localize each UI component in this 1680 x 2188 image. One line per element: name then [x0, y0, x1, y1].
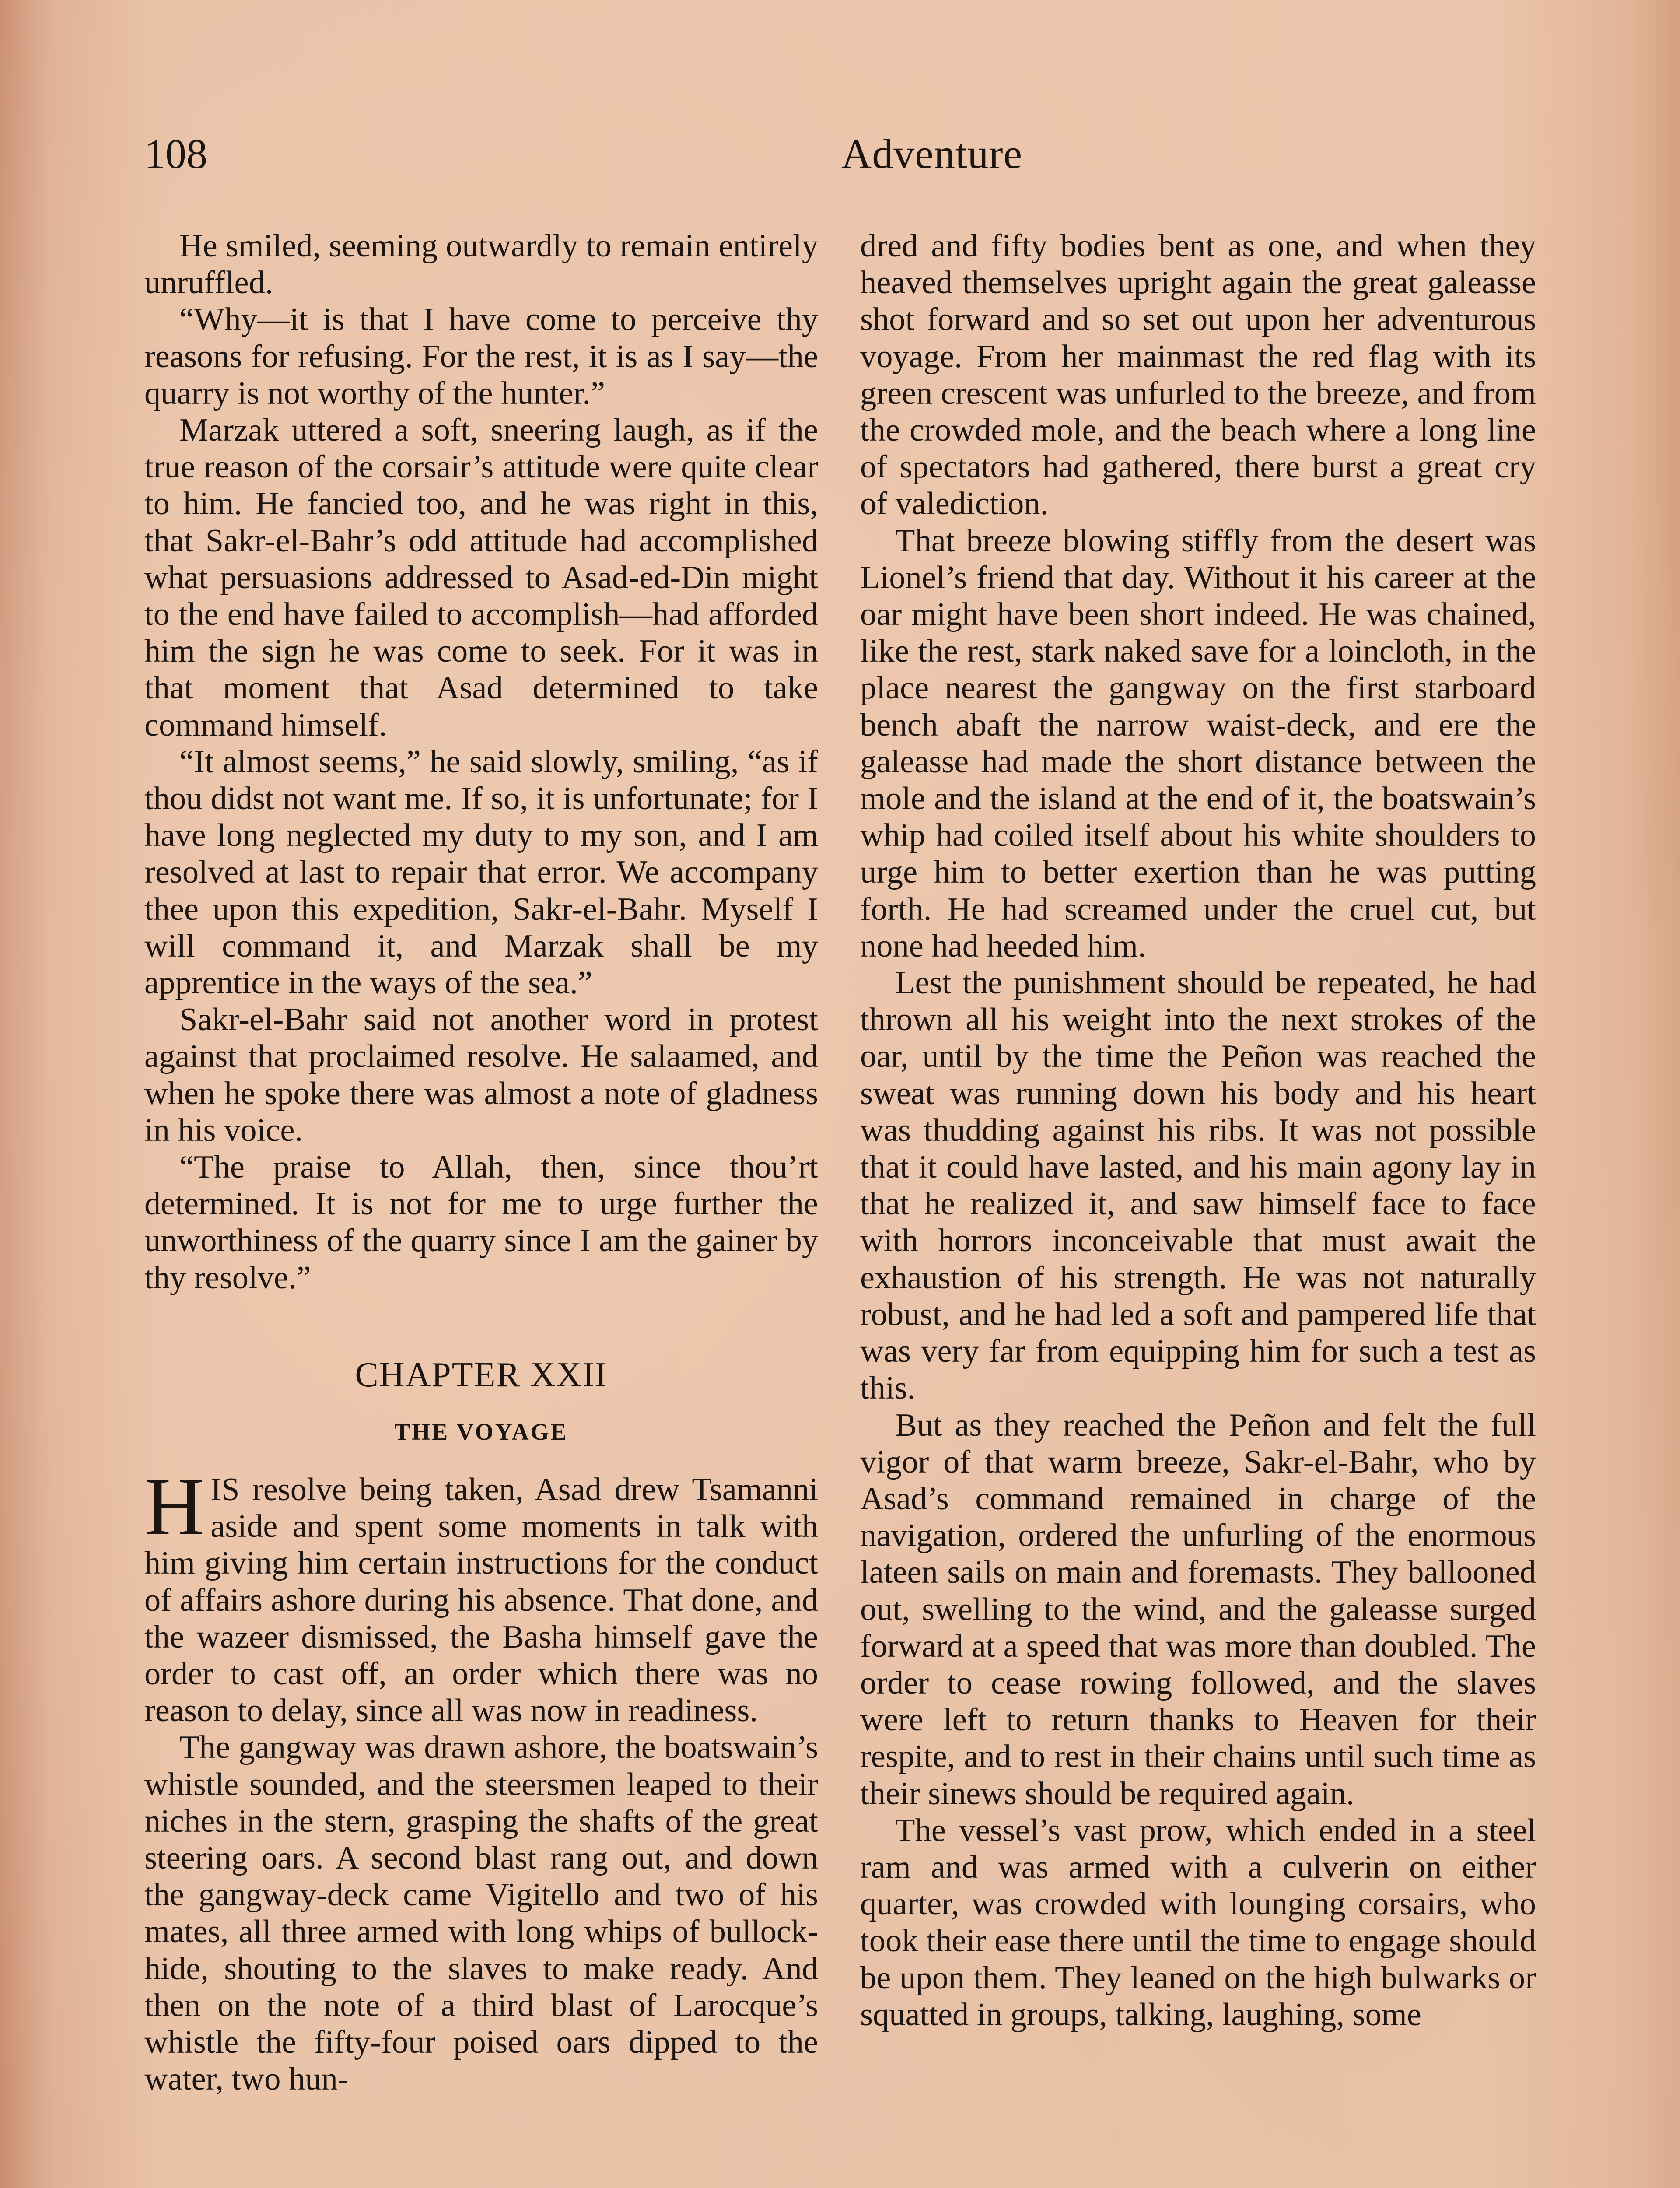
left-column — [144, 228, 818, 2097]
paragraph: “The praise to Allah, then, since thou’rt determined. It is not for me to urge further the unworthiness of the quarry since I am the gainer by thy resolve.” — [144, 1149, 818, 1296]
chapter-subtitle: THE VOYAGE — [394, 1418, 568, 1445]
page-number: 108 — [144, 130, 207, 177]
paragraph: “Why—it is that I have come to perceive thy reasons for refusing. For the rest, it is as I say—the quarry is not worthy of the hunter.” — [144, 302, 818, 411]
chapter-opening-paragraph — [144, 1460, 818, 1729]
paragraph: dred and fifty bodies bent as one, and when they heaved themselves upright again the great galeasse shot forward and so set out upon her adventurous voyage. From her mainmast the red flag with its green crescent was unfurled to the breeze, and from the crowded mole, and the beach where a long line of spectators had gathered, there burst a great cry of valediction. — [860, 228, 1536, 522]
chapter-heading: CHAPTER XXII — [355, 1355, 608, 1394]
paragraph: Marzak uttered a soft, sneering laugh, as if the true reason of the corsair’s attitude were quite clear to him. He fancied too, and he was right in this, that Sakr-el-Bahr’s odd attitude had accomplished what persuasions addressed to Asad-ed-Din might to the end have failed to accomplish—had afforded him the sign he was come to seek. For it was in that moment that Asad determined to take command himself. — [144, 412, 818, 743]
drop-cap: H — [144, 1460, 205, 1553]
paragraph: The gangway was drawn ashore, the boatswain’s whistle sounded, and the steersmen leaped to their niches in the stern, grasping the shafts of the great steering oars. A second blast rang out, and down the gangway-deck came Vigitello and two of his mates, all three armed with long whips of bullock-hide, shouting to the slaves to make ready. And then on the note of a third blast of Larocque’s whistle the fifty-four poised oars dipped to the water, two hun- — [144, 1729, 818, 2097]
paragraph: Lest the punishment should be repeated, he had thrown all his weight into the next strokes of the oar, until by the time the Peñon was reached the sweat was running down his body and his heart was thudding against his ribs. It was not possible that it could have lasted, and his main agony lay in that he realized it, and saw himself face to face with horrors inconceivable that must await the exhaustion of his strength. He was not naturally robust, and he had led a soft and pampered life that was very far from equipping him for such a test as this. — [860, 965, 1536, 1406]
right-column — [860, 228, 1536, 2033]
paragraph: He smiled, seeming outwardly to remain entirely unruffled. — [144, 228, 818, 301]
paragraph: But as they reached the Peñon and felt the full vigor of that warm breeze, Sakr-el-Bahr, who by Asad’s command remained in charge of the navigation, ordered the unfurling of the enormous lateen sails on main and foremasts. They ballooned out, swelling to the wind, and the galeasse surged forward at a speed that was more than doubled. The order to cease rowing followed, and the slaves were left to return thanks to Heaven for their respite, and to rest in their chains until such time as their sinews should be required again. — [860, 1407, 1536, 1812]
paragraph: “It almost seems,” he said slowly, smiling, “as if thou didst not want me. If so, it is unfortunate; for I have long neglected my duty to my son, and I am resolved at last to repair that error. We accompany thee upon this expedition, Sakr-el-Bahr. Myself I will command it, and Marzak shall be my apprentice in the ways of the sea.” — [144, 743, 818, 1001]
paragraph: The vessel’s vast prow, which ended in a steel ram and was armed with a culverin on either quarter, was crowded with lounging corsairs, who took their ease there until the time to engage should be upon them. They leaned on the high bulwarks or squatted in groups, talking, laughing, some — [860, 1812, 1536, 2033]
paragraph-text: IS resolve being taken, Asad drew Tsamanni aside and spent some moments in talk with him giving him certain instructions for the conduct of affairs ashore during his absence. That done, and the wazeer dismissed, the Basha himself gave the order to cast off, an order which there was no reason to delay, since all was now in readiness. — [144, 1471, 818, 1729]
paragraph: Sakr-el-Bahr said not another word in protest against that proclaimed resolve. He salaamed, and when he spoke there was almost a note of gladness in his voice. — [144, 1002, 818, 1148]
paragraph: That breeze blowing stiffly from the desert was Lionel’s friend that day. Without it his career at the oar might have been short indeed. He was chained, like the rest, stark naked save for a loincloth, in the place nearest the gangway on the first starboard bench abaft the narrow waist-deck, and ere the galeasse had made the short distance between the mole and the island at the end of it, the boatswain’s whip had coiled itself about his white shoulders to urge him to better exertion than he was putting forth. He had screamed under the cruel cut, but none had heeded him. — [860, 522, 1536, 964]
page-header — [144, 128, 1536, 193]
running-head: Adventure — [841, 130, 1023, 177]
